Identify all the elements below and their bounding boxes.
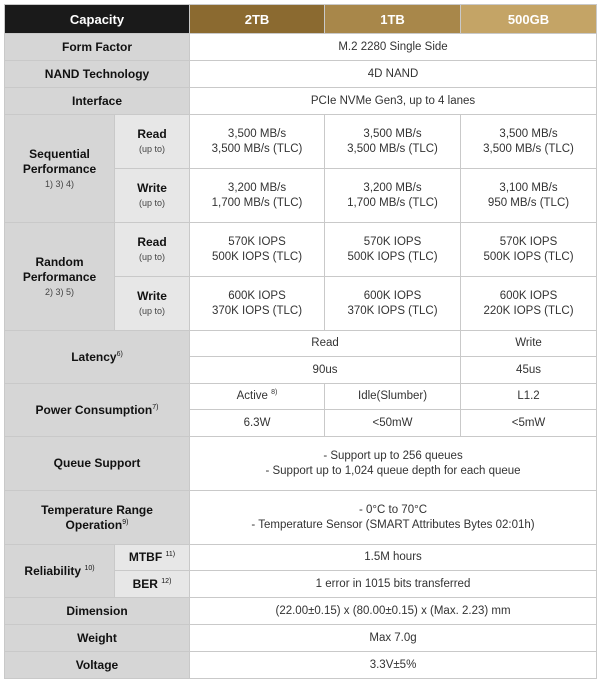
latency-label-text: Latency [71,349,117,364]
queue-row [5,437,597,491]
latency-write-label: Write [461,331,597,357]
reliability-label-text: Reliability [24,563,82,578]
random-label [5,223,115,331]
rand-read-2tb [190,223,325,277]
temperature-line-2: - Temperature Sensor (SMART Attributes Bytes 02:01h) [251,518,535,531]
mtbf-label-text: MTBF [128,550,163,564]
seq-read-label [115,115,190,169]
temperature-line-1: - 0°C to 70°C [359,503,428,516]
rand-read-1tb [325,223,461,277]
form-factor-value: M.2 2280 Single Side [190,34,597,61]
random-label-1: Random [35,254,84,269]
interface-value: PCIe NVMe Gen3, up to 4 lanes [190,88,597,115]
power-active-label [190,384,325,410]
mtbf-value: 1.5M hours [190,545,597,571]
rand-read-row [5,223,597,277]
seq-read-500-1: 3,500 MB/s [499,127,558,140]
temperature-label [5,491,190,545]
voltage-label: Voltage [5,652,190,679]
mtbf-note: 11) [165,551,176,558]
nand-label: NAND Technology [5,61,190,88]
power-active-value: 6.3W [190,410,325,437]
queue-value [190,437,597,491]
seq-write-1tb-1: 3,200 MB/s [363,181,422,194]
rand-write-title: Write [137,289,167,303]
rand-read-sub: (up to) [139,252,166,262]
voltage-row [5,652,597,679]
seq-read-sub: (up to) [139,144,166,154]
temperature-value [190,491,597,545]
dimension-value: (22.00±0.15) x (80.00±0.15) x (Max. 2.23) mm [190,598,597,625]
mtbf-label [115,545,190,571]
rand-read-1tb-1: 570K IOPS [363,235,422,248]
voltage-value: 3.3V±5% [190,652,597,679]
rand-write-1tb-2: 370K IOPS (TLC) [347,304,438,317]
ber-note: 12) [161,577,172,585]
power-idle-value: <50mW [325,410,461,437]
sequential-label-1: Sequential [29,146,90,161]
seq-read-1tb-2: 3,500 MB/s (TLC) [347,142,438,155]
rand-write-2tb [190,277,325,331]
power-l12-value: <5mW [461,410,597,437]
nand-value: 4D NAND [190,61,597,88]
seq-write-500-2: 950 MB/s (TLC) [487,196,570,209]
header-500gb: 500GB [461,5,597,34]
power-head-row [5,384,597,410]
rand-write-label [115,277,190,331]
seq-write-1tb [325,169,461,223]
interface-row [5,88,597,115]
power-label [5,384,190,437]
seq-read-row [5,115,597,169]
queue-label: Queue Support [5,437,190,491]
weight-label: Weight [5,625,190,652]
latency-label [5,331,190,384]
rand-read-label [115,223,190,277]
seq-write-500gb [461,169,597,223]
rand-read-2tb-2: 500K IOPS (TLC) [211,250,303,263]
rand-write-1tb-1: 600K IOPS [363,289,422,302]
power-note: 7) [152,403,159,411]
sequential-notes: 1) 3) 4) [44,178,74,189]
rand-read-title: Read [137,235,167,249]
queue-line-2: - Support up to 1,024 queue depth for each queue [265,464,521,477]
seq-write-500-1: 3,100 MB/s [499,181,558,194]
random-notes: 2) 3) 5) [44,286,74,297]
rand-write-sub: (up to) [139,306,166,316]
rand-read-1tb-2: 500K IOPS (TLC) [347,250,438,263]
nand-row [5,61,597,88]
form-factor-label: Form Factor [5,34,190,61]
dimension-row [5,598,597,625]
queue-line-1: - Support up to 256 queues [323,449,463,462]
power-active-note: 8) [271,389,278,397]
reliability-note: 10) [84,564,95,572]
power-l12-label: L1.2 [461,384,597,410]
rand-read-500gb [461,223,597,277]
rand-write-1tb [325,277,461,331]
seq-read-2tb [190,115,325,169]
header-row [5,5,597,34]
dimension-label: Dimension [5,598,190,625]
rand-read-500-1: 570K IOPS [499,235,558,248]
seq-write-sub: (up to) [139,198,166,208]
header-1tb: 1TB [325,5,461,34]
power-idle-label: Idle(Slumber) [325,384,461,410]
ber-label-text: BER [132,576,158,591]
temperature-row [5,491,597,545]
seq-read-2tb-2: 3,500 MB/s (TLC) [211,142,303,155]
latency-read-value: 90us [190,357,461,384]
seq-write-2tb-2: 1,700 MB/s (TLC) [211,196,303,209]
rand-write-2tb-2: 370K IOPS (TLC) [211,304,303,317]
rand-write-500-1: 600K IOPS [499,289,558,302]
seq-read-500gb [461,115,597,169]
sequential-label-2: Performance [22,161,97,176]
seq-write-2tb [190,169,325,223]
weight-value: Max 7.0g [190,625,597,652]
seq-write-2tb-1: 3,200 MB/s [227,181,287,194]
ssd-spec-table [4,4,597,679]
latency-write-value: 45us [461,357,597,384]
reliability-label [5,545,115,598]
latency-read-label: Read [190,331,461,357]
rand-read-500-2: 500K IOPS (TLC) [483,250,574,263]
temperature-label-1: Temperature Range [41,502,153,517]
rand-write-500gb [461,277,597,331]
form-factor-row [5,34,597,61]
temperature-note: 9) [122,518,129,526]
interface-label: Interface [5,88,190,115]
weight-row [5,625,597,652]
seq-write-1tb-2: 1,700 MB/s (TLC) [347,196,438,209]
seq-read-2tb-1: 3,500 MB/s [227,127,287,140]
rand-write-2tb-1: 600K IOPS [228,289,286,302]
ber-label [115,571,190,598]
header-2tb: 2TB [190,5,325,34]
power-label-text: Power Consumption [35,402,153,417]
sequential-label [5,115,115,223]
seq-read-1tb [325,115,461,169]
rand-read-2tb-1: 570K IOPS [228,235,286,248]
seq-write-label [115,169,190,223]
seq-read-500-2: 3,500 MB/s (TLC) [483,142,574,155]
power-active-text: Active [236,390,268,402]
latency-note: 6) [116,350,123,358]
rand-write-500-2: 220K IOPS (TLC) [483,304,574,317]
seq-read-title: Read [137,127,167,141]
random-label-2: Performance [22,269,97,284]
header-capacity: Capacity [5,5,190,34]
temperature-label-2: Operation [65,517,123,532]
seq-read-1tb-1: 3,500 MB/s [363,127,422,140]
latency-head-row [5,331,597,357]
ber-value: 1 error in 1015 bits transferred [190,571,597,598]
mtbf-row [5,545,597,571]
seq-write-title: Write [137,181,167,195]
